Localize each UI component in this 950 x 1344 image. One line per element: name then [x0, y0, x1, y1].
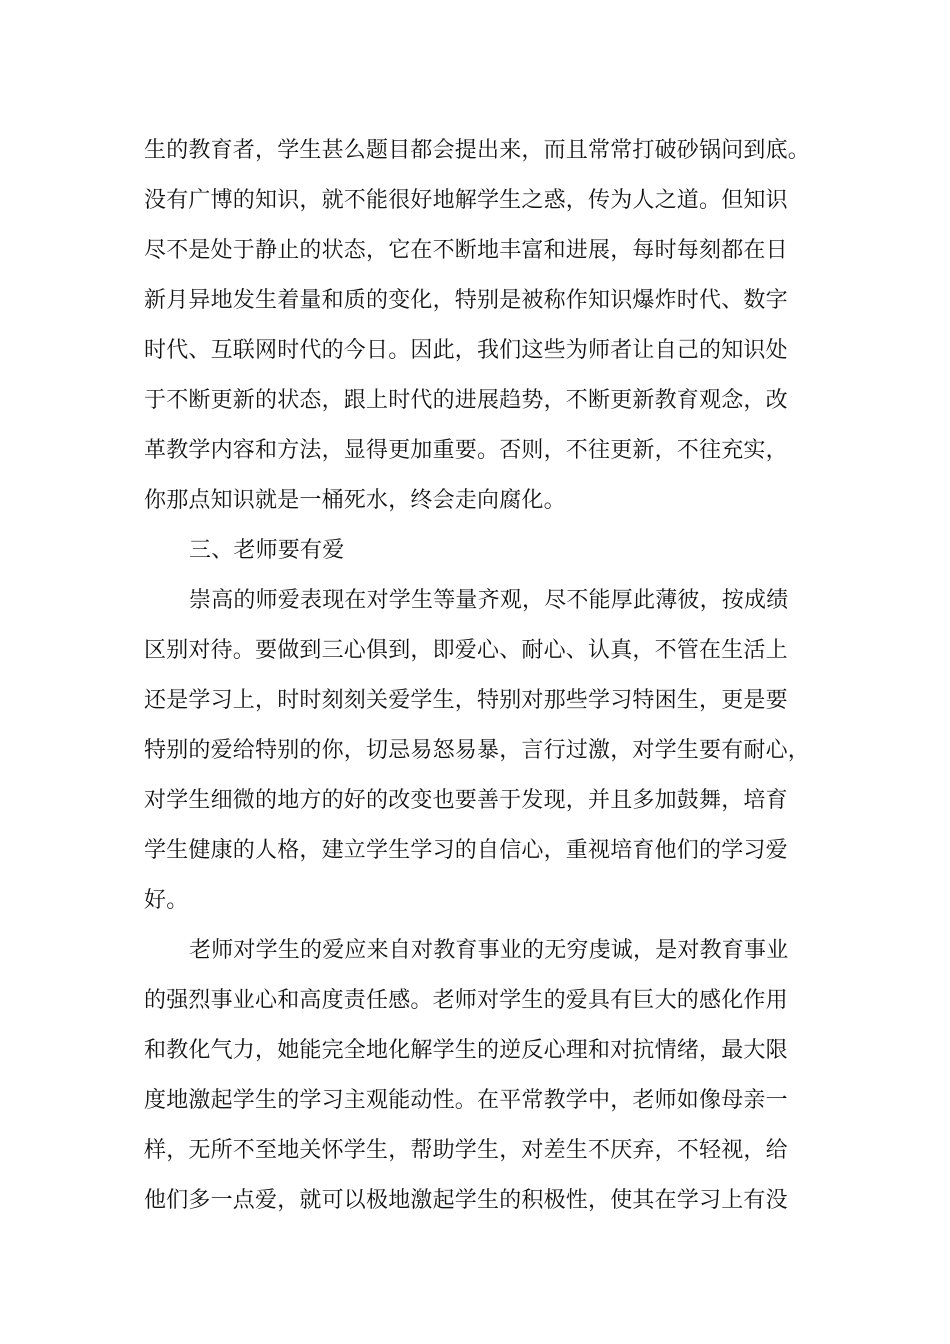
text-line: 和教化气力，她能完全地化解学生的逆反心理和对抗情绪，最大限: [144, 1038, 788, 1063]
text-line: 于不断更新的状态，跟上时代的进展趋势，不断更新教育观念，改: [144, 388, 788, 413]
text-line: 学生健康的人格，建立学生学习的自信心，重视培育他们的学习爱: [144, 838, 788, 863]
text-line: 没有广博的知识，就不能很好地解学生之惑，传为人之道。但知识: [144, 188, 788, 213]
text-line: 好。: [144, 888, 189, 913]
text-line: 老师对学生的爱应来自对教育事业的无穷虔诚，是对教育事业: [189, 938, 789, 963]
section-heading: 三、老师要有爱: [189, 538, 345, 563]
text-line: 特别的爱给特别的你，切忌易怒易暴，言行过激，对学生要有耐心，: [144, 738, 811, 763]
text-line: 革教学内容和方法，显得更加重要。否则，不往更新，不往充实，: [144, 438, 788, 463]
text-line: 的强烈事业心和高度责任感。老师对学生的爱具有巨大的感化作用: [144, 988, 788, 1013]
text-line: 时代、互联网时代的今日。因此，我们这些为师者让自己的知识处: [144, 338, 788, 363]
text-line: 样，无所不至地关怀学生，帮助学生，对差生不厌弃，不轻视，给: [144, 1138, 788, 1163]
text-line: 还是学习上，时时刻刻关爱学生，特别对那些学习特困生，更是要: [144, 688, 788, 713]
text-line: 对学生细微的地方的好的改变也要善于发现，并且多加鼓舞，培育: [144, 788, 788, 813]
text-line: 生的教育者，学生甚么题目都会提出来，而且常常打破砂锅问到底。: [144, 138, 811, 163]
text-line: 崇高的师爱表现在对学生等量齐观，尽不能厚此薄彼，按成绩: [189, 588, 789, 613]
text-line: 尽不是处于静止的状态，它在不断地丰富和进展，每时每刻都在日: [144, 238, 788, 263]
text-line: 新月异地发生着量和质的变化，特别是被称作知识爆炸时代、数字: [144, 288, 788, 313]
text-line: 你那点知识就是一桶死水，终会走向腐化。: [144, 488, 566, 513]
text-line: 他们多一点爱，就可以极地激起学生的积极性，使其在学习上有没: [144, 1188, 788, 1213]
text-line: 区别对待。要做到三心俱到，即爱心、耐心、认真，不管在生活上: [144, 638, 788, 663]
text-line: 度地激起学生的学习主观能动性。在平常教学中，老师如像母亲一: [144, 1088, 788, 1113]
